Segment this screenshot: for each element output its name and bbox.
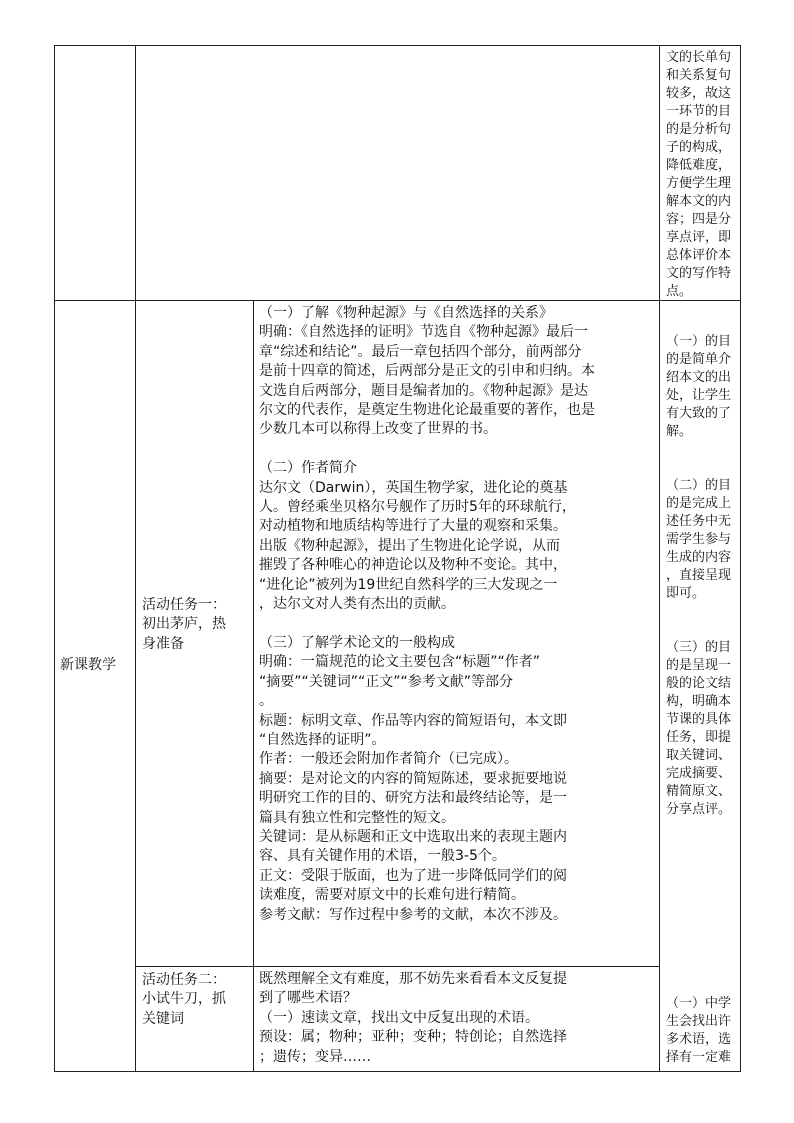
note-line: 构，明确本 (666, 694, 732, 709)
content-line: 。 (259, 693, 273, 710)
task-title-line: 活动任务一： (142, 597, 226, 613)
note-line: 的是简单介 (666, 352, 732, 367)
note-line: （三）的目 (666, 640, 732, 655)
note-line: 的是呈现一 (666, 658, 732, 673)
content-line: （二）作者简介 (259, 460, 357, 477)
note-line: 的是分析句 (666, 122, 732, 137)
content-line (259, 614, 595, 633)
task1-title (142, 596, 226, 654)
note-line: 任务，即提 (666, 730, 732, 745)
task2-content (259, 970, 567, 1067)
content-line: 达尔文（Darwin），英国生物学家，进化论的奠基 (259, 479, 568, 496)
content-line: “进化论”被列为19世纪自然科学的三大发现之一 (259, 576, 558, 593)
task2-notes (666, 995, 731, 1067)
note-line: 精简原文、 (666, 784, 732, 799)
content-line: 尔文的代表作，是奠定生物进化论最重要的著作，也是 (259, 402, 595, 419)
top-row-note (666, 49, 731, 301)
note-group (666, 333, 731, 441)
note-line: 总体评价本 (666, 248, 732, 263)
note-line: 有大致的了 (666, 406, 732, 421)
content-line (259, 440, 595, 459)
note-line: 文的写作特 (666, 266, 732, 281)
content-line: 文选自后两部分，题目是编者加的。《物种起源》是达 (259, 382, 588, 399)
note-line: 绍本文的出 (666, 370, 732, 385)
content-line: ，达尔文对人类有杰出的贡献。 (259, 596, 455, 613)
new-lesson-label (60, 656, 116, 675)
note-line: 享点评，即 (666, 230, 732, 245)
note-line: 解本文的内 (666, 194, 732, 209)
note-line: 需学生参与 (666, 532, 732, 547)
note-line: 节课的具体 (666, 712, 732, 727)
note-line: 一环节的目 (666, 104, 732, 119)
content-line: 读难度，需要对原文中的长难句进行精简。 (259, 887, 525, 904)
content-line: 关键词：是从标题和正文中选取出来的表现主题内 (259, 828, 567, 845)
note-line: 文的长单句 (666, 50, 732, 65)
content-line: （一）了解《物种起源》与《自然选择的关系》 (259, 305, 553, 321)
content-line: 章“综述和结论”。最后一章包括四个部分，前两部分 (259, 343, 582, 360)
note-line: 分享点评。 (666, 802, 732, 817)
note-line: （一）的目 (666, 334, 732, 349)
content-line: 摘要：是对论文的内容的简短陈述，要求扼要地说 (259, 770, 567, 787)
content-line: （一）速读文章，找出文中反复出现的术语。 (259, 1009, 539, 1026)
note-line: 较多，故这 (666, 86, 732, 101)
note-line: 取关键词、 (666, 748, 732, 763)
content-line: 作者：一般还会附加作者简介（已完成）。 (259, 751, 518, 768)
note-line: （一）中学 (666, 996, 732, 1011)
content-line: ；遗传；变异…… (259, 1048, 371, 1065)
note-gap (666, 441, 731, 477)
task-title-line: 初出茅庐，热 (142, 616, 226, 633)
note-line: 方便学生理 (666, 176, 732, 191)
note-line: 解。 (666, 424, 693, 439)
note-line: 子的构成， (666, 140, 732, 155)
top-row-note-lines (666, 49, 731, 301)
note-line: 生会找出许 (666, 1014, 732, 1029)
note-line: 降低难度， (666, 158, 732, 173)
note-line: 即可。 (666, 586, 706, 601)
note-line: 般的论文结 (666, 676, 732, 691)
note-line: ，直接呈现 (666, 568, 732, 583)
note-gap (666, 603, 731, 639)
content-line: 篇具有独立性和完整性的短文。 (259, 809, 455, 826)
note-line: 点。 (666, 284, 693, 299)
note-group (666, 639, 731, 819)
content-line: 参考文献：写作过程中参考的文献，本次不涉及。 (259, 906, 567, 923)
note-line: （二）的目 (666, 478, 732, 493)
task-title-line: 小试牛刀，抓 (142, 991, 226, 1008)
content-line: 对动植物和地质结构等进行了大量的观察和采集。 (259, 518, 567, 535)
content-line: 明确：一篇规范的论文主要包含“标题”“作者” (259, 654, 541, 671)
note-line: 的是完成上 (666, 496, 732, 511)
content-line: 明确：《自然选择的证明》节选自《物种起源》最后一 (259, 324, 588, 341)
note-line: 择有一定难 (666, 1050, 732, 1065)
content-line: 是前十四章的简述，后两部分是正文的引申和归纳。本 (259, 363, 595, 380)
content-line: 少数几本可以称得上改变了世界的书。 (259, 421, 497, 438)
content-line: 人。曾经乘坐贝格尔号舰作了历时5年的环球航行， (259, 499, 576, 516)
note-line: 完成摘要、 (666, 766, 732, 781)
task1-content (259, 304, 595, 925)
note-line: 多术语，选 (666, 1032, 732, 1047)
content-line: 既然理解全文有难度，那不妨先来看看本文反复提 (259, 971, 567, 987)
content-line: 明研究工作的目的、研究方法和最终结论等，是一 (259, 790, 567, 807)
task-title-line: 身准备 (142, 635, 184, 652)
task-title-line: 活动任务二： (142, 972, 226, 988)
content-line: 预设：属；物种；亚种；变种；特创论；自然选择 (259, 1029, 567, 1046)
content-line: 出版《物种起源》，提出了生物进化论学说，从而 (259, 537, 560, 554)
content-line: （三）了解学术论文的一般构成 (259, 634, 455, 651)
task-title-line: 关键词 (142, 1010, 184, 1027)
task2-title (142, 971, 226, 1029)
content-line: 正文：受限于版面，也为了进一步降低同学们的阅 (259, 867, 567, 884)
content-line: “摘要”“关键词”“正文”“参考文献”等部分 (259, 673, 514, 690)
content-line: 容、具有关键作用的术语，一般3-5个。 (259, 848, 506, 865)
content-line: “自然选择的证明”。 (259, 731, 386, 748)
note-line: 处，让学生 (666, 388, 732, 403)
task1-notes (666, 333, 731, 819)
note-line: 生成的内容 (666, 550, 732, 565)
content-line: 标题：标明文章、作品等内容的简短语句，本文即 (259, 712, 567, 729)
content-line: 到了哪些术语？ (259, 990, 357, 1007)
content-line: 摧毁了各种唯心的神造论以及物种不变论。其中， (259, 557, 567, 574)
note-group (666, 477, 731, 603)
note-line: 和关系复句 (666, 68, 732, 83)
note-line: 述任务中无 (666, 514, 732, 529)
note-line: 容；四是分 (666, 212, 732, 227)
section-label: 新课教学 (60, 657, 116, 673)
